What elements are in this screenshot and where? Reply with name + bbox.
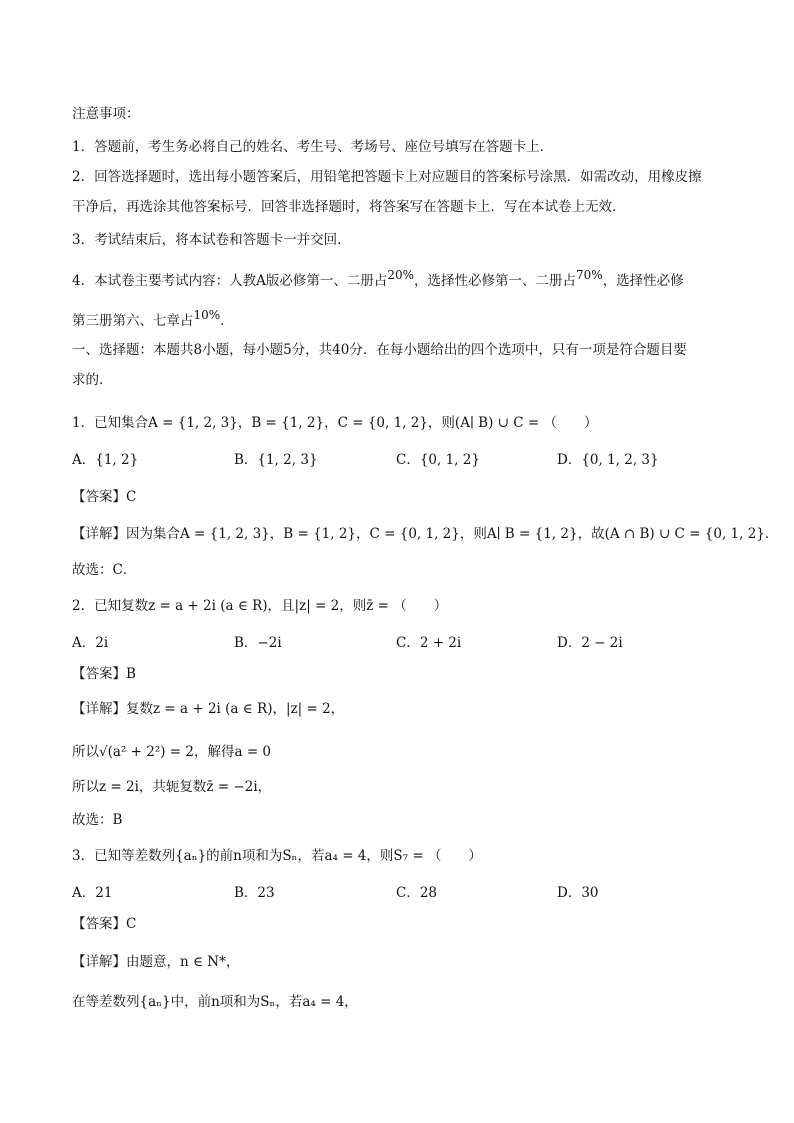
notice-item-4b-post: ． [220,313,234,329]
notice-title: 注意事项： [72,106,140,122]
q1-option-a: A．{1, 2} [72,452,139,468]
notice-item-3: 3．考试结束后，将本试卷和答题卡一并交回． [72,232,351,248]
q3-option-d: D．30 [557,885,599,901]
percent-20: 20% [387,268,415,282]
notice-item-4b-pre: 第三册第六、七章占 [72,313,194,329]
percent-70: 70% [576,268,603,282]
q2-option-a: A．2i [72,635,109,651]
notice-item-2-line-2: 干净后，再选涂其他答案标号．回答非选择题时，将答案写在答题卡上．写在本试卷上无效． [72,199,626,215]
notice-item-1: 1．答题前，考生务必将自己的姓名、考生号、考场号、座位号填写在答题卡上． [72,139,554,155]
notice-item-2-line-1: 2．回答选择题时，选出每小题答案后，用铅笔把答题卡上对应题目的答案标号涂黑．如需改动，用橡皮擦 [72,169,702,185]
q2-answer: 【答案】B [72,666,136,682]
q2-stem: 2．已知复数z = a + 2i (a ∈ R)，且|z| = 2，则z̄ = （ ） [72,598,448,614]
q3-answer: 【答案】C [72,916,137,932]
section-header-line-2: 求的． [72,372,113,388]
q3-detail-2: 在等差数列{aₙ}中，前n项和为Sₙ，若a₄ = 4， [72,994,358,1010]
notice-item-4-pre: 4．本试卷主要考试内容：人教A版必修第一、二册占 [72,273,388,289]
q1-answer: 【答案】C [72,489,137,505]
q3-detail-1: 【详解】由题意，n ∈ N*， [72,954,240,970]
notice-item-4-post: ，选择性必修 [602,273,684,289]
notice-item-4-line-1 [72,265,684,291]
notice-item-4-mid: ，选择性必修第一、二册占 [414,273,577,289]
q1-option-c: C．{0, 1, 2} [396,452,480,468]
section-header-line-1: 一、选择题：本题共8小题，每小题5分，共40分．在每小题给出的四个选项中，只有一项是符合题目要 [72,342,687,358]
q3-option-c: C．28 [396,885,438,901]
q2-detail-2: 所以√(a² + 2²) = 2，解得a = 0 [72,744,272,760]
q1-conclusion: 故选：C． [72,562,137,578]
q3-option-b: B．23 [234,885,275,901]
q2-detail-1: 【详解】复数z = a + 2i (a ∈ R)，|z| = 2， [72,701,345,717]
percent-10: 10% [193,308,221,322]
q2-option-b: B．−2i [234,635,282,651]
q1-detail: 【详解】因为集合A = {1, 2, 3}，B = {1, 2}，C = {0, 1, 2}，则A∣ B = {1, 2}，故(A ∩ B) ∪ C = {0, 1, 2}． [72,526,779,542]
q3-option-a: A．21 [72,885,113,901]
q2-detail-3: 所以z = 2i，共轭复数z̄ = −2i， [72,779,272,795]
q1-option-b: B．{1, 2, 3} [234,452,318,468]
notice-item-4-line-2 [72,305,234,331]
q2-conclusion: 故选：B [72,812,123,828]
q3-stem: 3．已知等差数列{aₙ}的前n项和为Sₙ，若a₄ = 4，则S₇ = （ ） [72,848,482,864]
q2-option-d: D．2 − 2i [557,635,623,651]
q1-option-d: D．{0, 1, 2, 3} [557,452,659,468]
q2-option-c: C．2 + 2i [396,635,462,651]
q1-stem: 1．已知集合A = {1, 2, 3}，B = {1, 2}，C = {0, 1, 2}，则(A∣ B) ∪ C = （ ） [72,415,598,431]
